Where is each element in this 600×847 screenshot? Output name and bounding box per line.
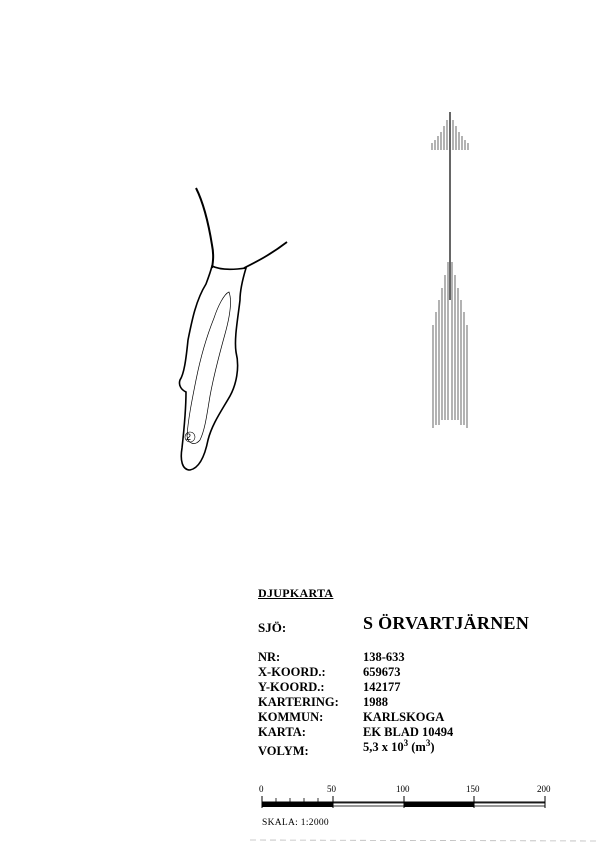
scale-tick-150: 150 xyxy=(466,784,480,794)
volym-mantissa: 5,3 x 10 xyxy=(363,740,404,754)
info-label-x: X-KOORD.: xyxy=(258,665,326,679)
info-value-x: 659673 xyxy=(363,665,401,679)
north-arrow xyxy=(432,112,468,428)
volym-unit-close: ) xyxy=(430,740,435,754)
volym-unit-open: (m xyxy=(408,740,426,754)
volym-unit-exponent: 3 xyxy=(425,737,431,748)
depth-label: 2 xyxy=(186,432,192,442)
info-value-volym xyxy=(363,737,435,755)
scale-bar xyxy=(262,796,545,808)
info-label-volym: VOLYM: xyxy=(258,744,309,758)
info-value-y: 142177 xyxy=(363,680,401,694)
scale-ticks xyxy=(259,784,551,794)
info-value-kartering: 1988 xyxy=(363,695,388,709)
scale-tick-0: 0 xyxy=(259,784,264,794)
info-label-y: Y-KOORD.: xyxy=(258,680,325,694)
scale-label: SKALA: 1:2000 xyxy=(262,818,329,828)
scale-tick-100: 100 xyxy=(396,784,410,794)
lake-label: SJÖ: xyxy=(258,620,287,635)
info-label-nr: NR: xyxy=(258,650,281,664)
info-label-kartering: KARTERING: xyxy=(258,695,339,709)
info-value-nr: 138-633 xyxy=(363,650,405,664)
inlet-stream xyxy=(196,188,213,268)
lake-name: S ÖRVARTJÄRNEN xyxy=(363,613,530,633)
info-value-kommun: KARLSKOGA xyxy=(363,710,445,724)
info-label-karta: KARTA: xyxy=(258,725,306,739)
info-label-kommun: KOMMUN: xyxy=(258,710,324,724)
outlet-stream xyxy=(244,242,287,268)
scale-tick-200: 200 xyxy=(537,784,551,794)
volym-exponent: 3 xyxy=(403,737,409,748)
map-heading: DJUPKARTA xyxy=(258,586,334,600)
scan-edge xyxy=(250,840,598,841)
scale-tick-50: 50 xyxy=(327,784,336,794)
info-value-karta: EK BLAD 10494 xyxy=(363,725,454,739)
